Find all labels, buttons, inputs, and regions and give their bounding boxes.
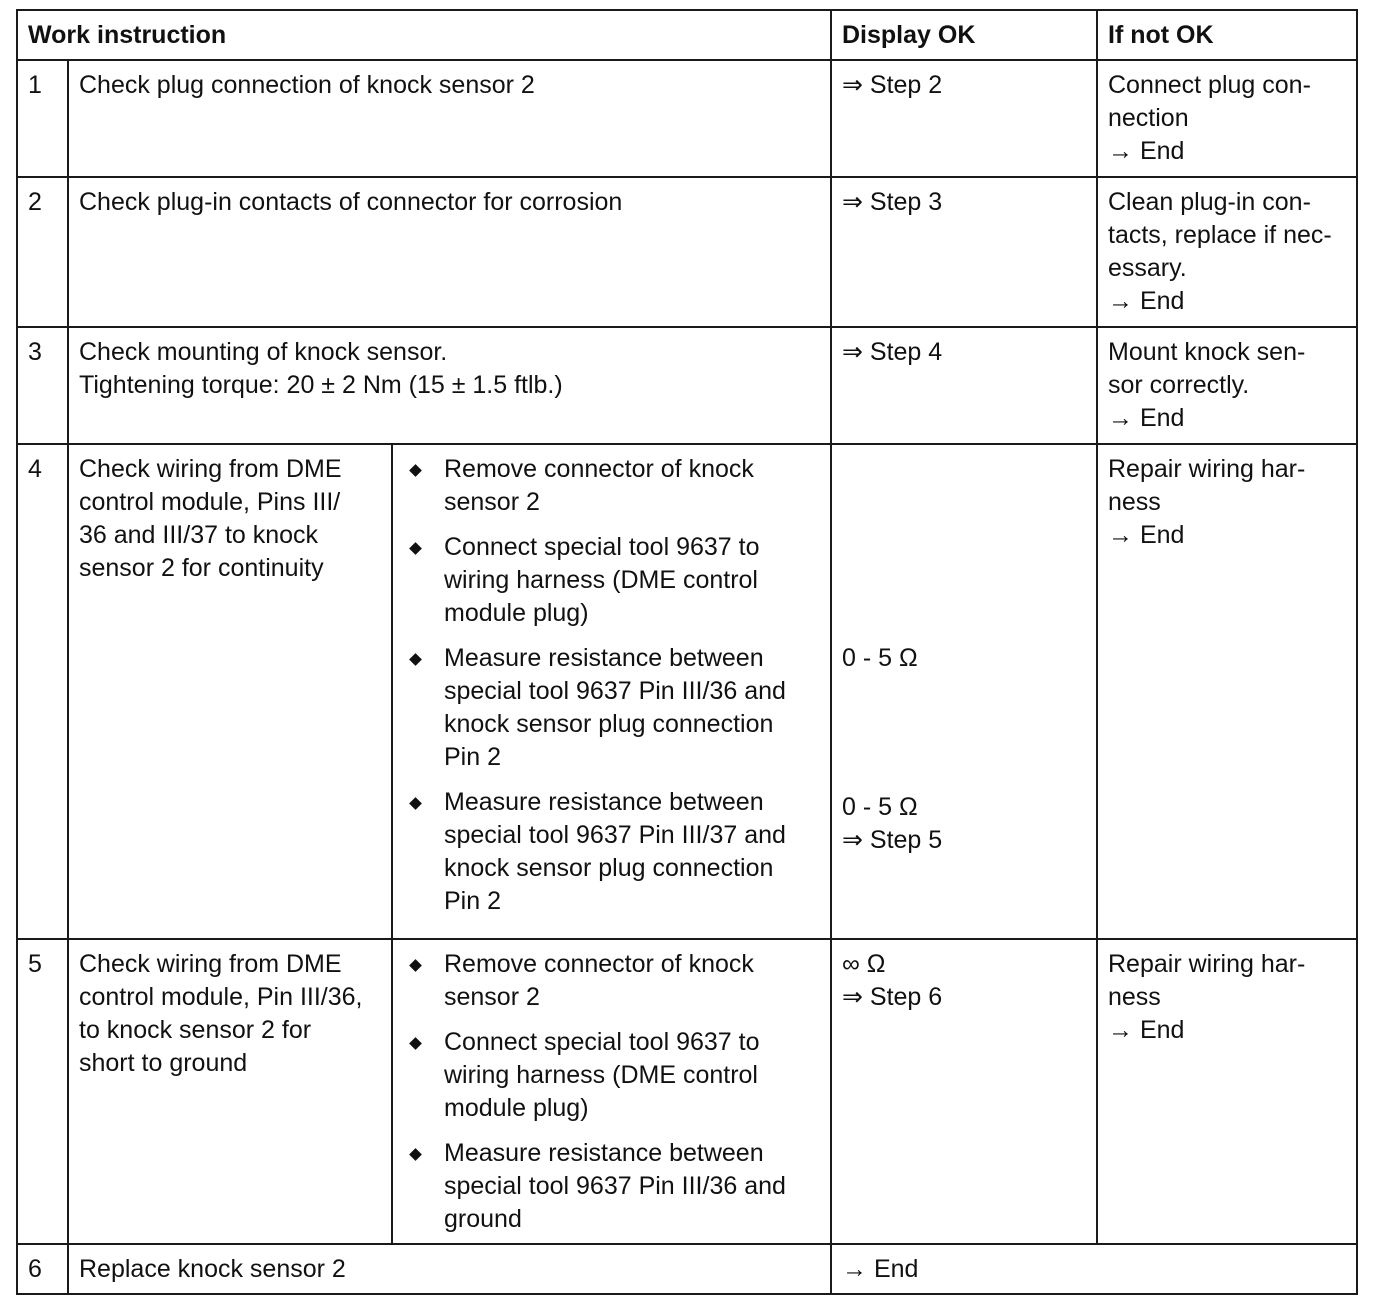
if-not-ok-text: → End (1108, 137, 1185, 165)
if-not-ok-text: ness (1108, 983, 1161, 1011)
sub-step-item (403, 453, 820, 519)
display-ok-text: ⇒ Step 4 (842, 338, 943, 366)
sub-step-text: knock sensor plug connection (444, 710, 774, 738)
spacer (842, 774, 1086, 791)
display-ok-text: ⇒ Step 6 (842, 983, 943, 1011)
if-not-ok-text: Clean plug-in con- (1108, 188, 1311, 216)
sub-step-text: module plug) (444, 599, 589, 627)
if-not-ok-text: essary. (1108, 254, 1187, 282)
spacer (842, 486, 1086, 519)
display-ok-text: → End (842, 1255, 919, 1283)
spacer (842, 519, 1086, 552)
sub-step-text: special tool 9637 Pin III/37 and (444, 821, 786, 849)
instruction-text: Check wiring from DME (79, 950, 342, 978)
spacer (842, 618, 1086, 642)
instruction-text: Check plug connection of knock sensor 2 (79, 71, 535, 99)
spacer (842, 675, 1086, 708)
if-not-ok-text: → End (1108, 287, 1185, 315)
spacer (842, 741, 1086, 774)
table-row-step-2 (17, 177, 1357, 327)
table-row-step-6 (17, 1244, 1357, 1294)
bullet-diamond-icon (409, 653, 422, 666)
if-not-ok-cell (1097, 444, 1357, 939)
display-ok-text: ∞ Ω (842, 950, 886, 978)
bullet-diamond-icon (409, 542, 422, 555)
if-not-ok-text: nection (1108, 104, 1189, 132)
sub-step-text: wiring harness (DME control (444, 1061, 758, 1089)
table-header-row (17, 10, 1357, 60)
sub-step-text: wiring harness (DME control (444, 566, 758, 594)
sub-step-item (403, 642, 820, 774)
sub-step-item (403, 1026, 820, 1125)
sub-steps-cell (392, 939, 831, 1244)
sub-step-text: special tool 9637 Pin III/36 and (444, 1172, 786, 1200)
step-number: 5 (17, 939, 68, 1244)
sub-step-text: Connect special tool 9637 to (444, 533, 760, 561)
sub-step-item (403, 1137, 820, 1236)
header-work-instruction: Work instruction (17, 10, 831, 60)
display-ok-text: 0 - 5 Ω (842, 644, 918, 672)
sub-step-item (403, 786, 820, 918)
instruction-cell (68, 1244, 831, 1294)
instruction-text: control module, Pins III/ (79, 488, 341, 516)
table-row-step-5 (17, 939, 1357, 1244)
instruction-text: 36 and III/37 to knock (79, 521, 319, 549)
instruction-cell (68, 177, 831, 327)
display-ok-text: 0 - 5 Ω (842, 793, 918, 821)
sub-step-text: sensor 2 (444, 983, 540, 1011)
instruction-text: Check plug-in contacts of connector for corrosion (79, 188, 623, 216)
if-not-ok-text: → End (1108, 404, 1185, 432)
if-not-ok-text: Connect plug con- (1108, 71, 1311, 99)
sub-step-text: Pin 2 (444, 887, 501, 915)
if-not-ok-cell (1097, 60, 1357, 177)
if-not-ok-text: → End (1108, 521, 1185, 549)
instruction-text: to knock sensor 2 for (79, 1016, 312, 1044)
table-row-step-3 (17, 327, 1357, 444)
if-not-ok-cell (1097, 177, 1357, 327)
instruction-text: Tightening torque: 20 ± 2 Nm (15 ± 1.5 ftlb.) (79, 371, 563, 399)
work-instruction-table (16, 9, 1358, 1295)
if-not-ok-text: ness (1108, 488, 1161, 516)
sub-step-text: sensor 2 (444, 488, 540, 516)
instruction-cell (68, 939, 392, 1244)
if-not-ok-text: Mount knock sen- (1108, 338, 1306, 366)
instruction-cell (68, 444, 392, 939)
display-ok-text: ⇒ Step 5 (842, 826, 943, 854)
display-ok-cell (831, 1244, 1357, 1294)
if-not-ok-cell (1097, 939, 1357, 1244)
step-number: 1 (17, 60, 68, 177)
instruction-text: short to ground (79, 1049, 248, 1077)
sub-step-text: Remove connector of knock (444, 455, 754, 483)
sub-step-text: special tool 9637 Pin III/36 and (444, 677, 786, 705)
instruction-cell (68, 327, 831, 444)
sub-step-item (403, 948, 820, 1014)
header-display-ok: Display OK (831, 10, 1097, 60)
step-number: 2 (17, 177, 68, 327)
table-row-step-4 (17, 444, 1357, 939)
display-ok-cell (831, 60, 1097, 177)
sub-steps-list (403, 453, 820, 918)
sub-steps-list (403, 948, 820, 1236)
spacer (842, 708, 1086, 741)
sub-step-text: Connect special tool 9637 to (444, 1028, 760, 1056)
step-number: 6 (17, 1244, 68, 1294)
sub-step-text: Measure resistance between (444, 644, 764, 672)
sub-steps-cell (392, 444, 831, 939)
bullet-diamond-icon (409, 959, 422, 972)
bullet-diamond-icon (409, 464, 422, 477)
bullet-diamond-icon (409, 797, 422, 810)
display-ok-cell (831, 327, 1097, 444)
header-if-not-ok: If not OK (1097, 10, 1357, 60)
instruction-text: Check mounting of knock sensor. (79, 338, 448, 366)
sub-step-text: ground (444, 1205, 522, 1233)
if-not-ok-cell (1097, 327, 1357, 444)
bullet-diamond-icon (409, 1148, 422, 1161)
spacer (842, 453, 1086, 486)
table-row-step-1 (17, 60, 1357, 177)
sub-step-text: Measure resistance between (444, 788, 764, 816)
if-not-ok-text: → End (1108, 1016, 1185, 1044)
sub-step-text: Measure resistance between (444, 1139, 764, 1167)
bullet-diamond-icon (409, 1037, 422, 1050)
if-not-ok-text: tacts, replace if nec- (1108, 221, 1332, 249)
sub-step-text: Pin 2 (444, 743, 501, 771)
step-number: 4 (17, 444, 68, 939)
if-not-ok-text: Repair wiring har- (1108, 950, 1306, 978)
if-not-ok-text: Repair wiring har- (1108, 455, 1306, 483)
sub-step-text: knock sensor plug connection (444, 854, 774, 882)
display-ok-cell (831, 444, 1097, 939)
if-not-ok-text: sor correctly. (1108, 371, 1250, 399)
instruction-text: Check wiring from DME (79, 455, 342, 483)
step-number: 3 (17, 327, 68, 444)
sub-step-item (403, 531, 820, 630)
display-ok-text: ⇒ Step 2 (842, 71, 943, 99)
spacer (842, 552, 1086, 585)
display-ok-cell (831, 939, 1097, 1244)
instruction-text: control module, Pin III/36, (79, 983, 363, 1011)
instruction-text: Replace knock sensor 2 (79, 1255, 346, 1283)
spacer (842, 585, 1086, 618)
display-ok-cell (831, 177, 1097, 327)
sub-step-text: module plug) (444, 1094, 589, 1122)
instruction-cell (68, 60, 831, 177)
display-ok-text: ⇒ Step 3 (842, 188, 943, 216)
sub-step-text: Remove connector of knock (444, 950, 754, 978)
instruction-text: sensor 2 for continuity (79, 554, 324, 582)
